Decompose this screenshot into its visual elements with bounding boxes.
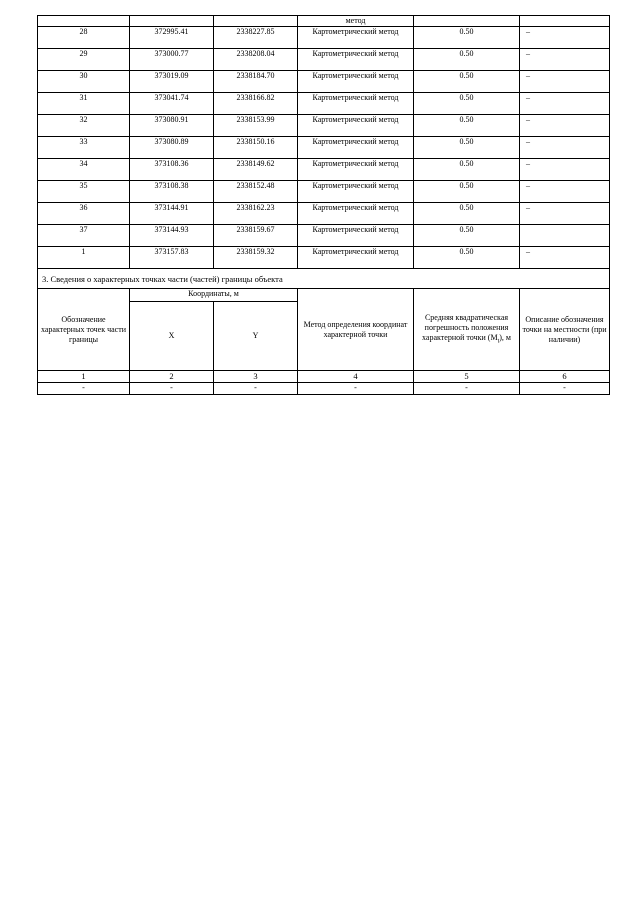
column-number: 2 [130, 371, 214, 383]
cell-x: 373080.91 [130, 115, 214, 137]
cell-accuracy: 0.50 [414, 159, 520, 181]
column-number: 1 [38, 371, 130, 383]
column-number: 5 [414, 371, 520, 383]
section-title-row [38, 269, 610, 289]
cell-description: – [520, 137, 610, 159]
header-row-1 [38, 289, 610, 302]
table-row [38, 203, 610, 225]
empty-cell: - [38, 383, 130, 395]
cell-y: 2338152.48 [214, 181, 298, 203]
table-row [38, 181, 610, 203]
cell-accuracy: 0.50 [414, 247, 520, 269]
cell-x: 373108.36 [130, 159, 214, 181]
cell-method: метод [298, 16, 414, 27]
cell-number: 1 [38, 247, 130, 269]
cell-number: 32 [38, 115, 130, 137]
table-body [38, 16, 610, 395]
header-y: Y [214, 302, 298, 371]
table-row [38, 159, 610, 181]
cell-description: – [520, 159, 610, 181]
cell-y: 2338227.85 [214, 27, 298, 49]
cell-number: 28 [38, 27, 130, 49]
cell-method: Картометрический метод [298, 115, 414, 137]
cell-accuracy: 0.50 [414, 181, 520, 203]
section-title: 3. Сведения о характерных точках части (частей) границы объекта [38, 269, 610, 289]
cell-method: Картометрический метод [298, 181, 414, 203]
table-row [38, 137, 610, 159]
cell-accuracy: 0.50 [414, 203, 520, 225]
cell-y: 2338162.23 [214, 203, 298, 225]
cell-x: 373000.77 [130, 49, 214, 71]
cell-description: – [520, 71, 610, 93]
empty-cell: - [214, 383, 298, 395]
empty-cell: - [414, 383, 520, 395]
cell-description: – [520, 27, 610, 49]
cell-method: Картометрический метод [298, 71, 414, 93]
cell-number: 30 [38, 71, 130, 93]
cell-y: 2338159.32 [214, 247, 298, 269]
cell-y: 2338159.67 [214, 225, 298, 247]
cell-y: 2338150.16 [214, 137, 298, 159]
cell-accuracy [414, 16, 520, 27]
continued-row [38, 16, 610, 27]
coordinates-table [37, 15, 610, 395]
cell-x: 373144.93 [130, 225, 214, 247]
table-row [38, 247, 610, 269]
cell-y: 2338153.99 [214, 115, 298, 137]
cell-y: 2338208.04 [214, 49, 298, 71]
cell-x: 373108.38 [130, 181, 214, 203]
cell-x: 373157.83 [130, 247, 214, 269]
header-accuracy: Средняя квадратическая погрешность положения характерной точки $(M_t)$, м [414, 289, 520, 371]
cell-x [130, 16, 214, 27]
cell-description: – [520, 115, 610, 137]
cell-x: 373041.74 [130, 93, 214, 115]
cell-accuracy: 0.50 [414, 27, 520, 49]
table-row [38, 93, 610, 115]
cell-x: 373080.89 [130, 137, 214, 159]
cell-accuracy: 0.50 [414, 49, 520, 71]
cell-y: 2338166.82 [214, 93, 298, 115]
cell-method: Картометрический метод [298, 49, 414, 71]
cell-y [214, 16, 298, 27]
cell-method: Картометрический метод [298, 159, 414, 181]
header-description: Описание обозначения точки на местности (при наличии) [520, 289, 610, 371]
header-designation: Обозначение характерных точек части границы [38, 289, 130, 371]
cell-method: Картометрический метод [298, 137, 414, 159]
cell-description: – [520, 203, 610, 225]
cell-number: 31 [38, 93, 130, 115]
cell-y: 2338149.62 [214, 159, 298, 181]
cell-number: 35 [38, 181, 130, 203]
cell-accuracy: 0.50 [414, 115, 520, 137]
table-row [38, 27, 610, 49]
cell-x: 373019.09 [130, 71, 214, 93]
cell-x: 373144.91 [130, 203, 214, 225]
empty-cell: - [520, 383, 610, 395]
cell-method: Картометрический метод [298, 27, 414, 49]
column-numbers-row [38, 371, 610, 383]
cell-description [520, 16, 610, 27]
empty-cell: - [130, 383, 214, 395]
cell-description: – [520, 49, 610, 71]
cell-number: 37 [38, 225, 130, 247]
cell-method: Картометрический метод [298, 93, 414, 115]
cell-description: – [520, 247, 610, 269]
cell-number: 36 [38, 203, 130, 225]
cell-method: Картометрический метод [298, 247, 414, 269]
header-coordinates: Координаты, м [130, 289, 298, 302]
cell-method: Картометрический метод [298, 225, 414, 247]
table-row [38, 71, 610, 93]
cell-number: 29 [38, 49, 130, 71]
header-method: Метод определения координат характерной точки [298, 289, 414, 371]
cell-number: 34 [38, 159, 130, 181]
table-row [38, 115, 610, 137]
column-number: 6 [520, 371, 610, 383]
cell-accuracy: 0.50 [414, 93, 520, 115]
empty-data-row [38, 383, 610, 395]
cell-description: – [520, 93, 610, 115]
cell-x: 372995.41 [130, 27, 214, 49]
cell-description: – [520, 181, 610, 203]
empty-cell: - [298, 383, 414, 395]
cell-accuracy: 0.50 [414, 71, 520, 93]
column-number: 3 [214, 371, 298, 383]
table-row [38, 49, 610, 71]
cell-y: 2338184.70 [214, 71, 298, 93]
cell-number: 33 [38, 137, 130, 159]
cell-accuracy: 0.50 [414, 225, 520, 247]
cell-accuracy: 0.50 [414, 137, 520, 159]
cell-method: Картометрический метод [298, 203, 414, 225]
table-row [38, 225, 610, 247]
header-x: X [130, 302, 214, 371]
column-number: 4 [298, 371, 414, 383]
cell-number [38, 16, 130, 27]
cell-description [520, 225, 610, 247]
